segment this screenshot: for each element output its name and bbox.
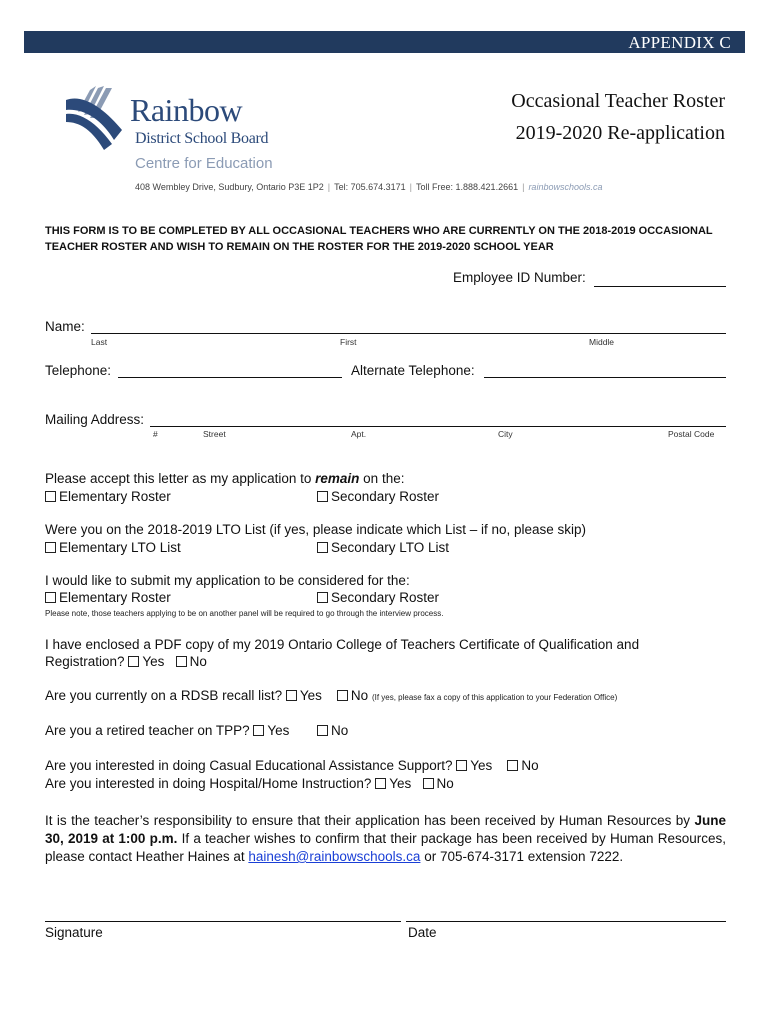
org-centre: Centre for Education: [135, 155, 273, 172]
closing-part3: or 705-674-3171 extension 7222.: [420, 849, 624, 864]
checkbox-icon[interactable]: [253, 725, 264, 736]
retired-question-text: Are you a retired teacher on TPP?: [45, 723, 250, 738]
hospital-question: [45, 776, 454, 791]
checkbox-icon[interactable]: [456, 760, 467, 771]
accept-emphasis: remain: [315, 471, 360, 486]
signature-field[interactable]: [45, 921, 401, 922]
telephone-label: Telephone:: [45, 363, 112, 378]
employee-id-field[interactable]: [594, 286, 726, 287]
checkbox-icon[interactable]: [317, 592, 328, 603]
accept-secondary-option[interactable]: [317, 489, 439, 504]
checkbox-icon[interactable]: [317, 542, 328, 553]
retired-no-label: No: [331, 723, 349, 738]
checkbox-icon[interactable]: [45, 491, 56, 502]
name-last-caption: Last: [91, 337, 108, 347]
appendix-label: APPENDIX C: [628, 33, 731, 52]
alt-telephone-field[interactable]: [484, 377, 726, 378]
retired-no-option[interactable]: [317, 723, 348, 738]
pdf-yes-label: Yes: [142, 654, 165, 669]
mailing-apt-caption: Apt.: [351, 429, 367, 439]
telephone-field[interactable]: [118, 377, 342, 378]
mailing-address-label: Mailing Address:: [45, 412, 145, 427]
checkbox-icon[interactable]: [128, 656, 139, 667]
casual-no-label: No: [521, 758, 539, 773]
checkbox-icon[interactable]: [337, 690, 348, 701]
submit-elementary-label: Elementary Roster: [59, 590, 171, 605]
name-first-caption: First: [340, 337, 357, 347]
org-address-line: 408 Wembley Drive, Sudbury, Ontario P3E 1P2 | Tel: 705.674.3171 | Toll Free: 1.888.421.2661 | rainbowschools.ca: [135, 182, 603, 192]
accept-prefix: Please accept this letter as my application to: [45, 471, 316, 486]
mailing-street-caption: Street: [203, 429, 226, 439]
retired-question: [45, 723, 289, 738]
date-label: Date: [408, 925, 437, 940]
form-subtitle: 2019-2020 Re-application: [515, 122, 725, 144]
name-label: Name:: [45, 319, 85, 334]
closing-part1: It is the teacher’s responsibility to ensure that their application has been received by Human Resources by: [45, 813, 695, 828]
checkbox-icon[interactable]: [423, 778, 434, 789]
retired-yes-label: Yes: [267, 723, 290, 738]
casual-question-text: Are you interested in doing Casual Educational Assistance Support?: [45, 758, 453, 773]
lto-secondary-option[interactable]: [317, 540, 449, 555]
lto-elementary-option[interactable]: [45, 540, 181, 555]
closing-paragraph: [45, 812, 726, 866]
pdf-question-line1: I have enclosed a PDF copy of my 2019 Ontario College of Teachers Certificate of Qualification and: [45, 637, 640, 652]
signature-label: Signature: [45, 925, 103, 940]
submit-secondary-option[interactable]: [317, 590, 439, 605]
closing-part2: If a teacher wishes to confirm that their package has been received by Human Resources, please contact Heather Haines at: [45, 831, 727, 864]
mailing-address-field[interactable]: [150, 426, 726, 427]
panel-note: Please note, those teachers applying to be on another panel will be required to go through the interview process.: [45, 609, 444, 618]
accept-suffix: on the:: [359, 471, 405, 486]
hospital-question-text: Are you interested in doing Hospital/Home Instruction?: [45, 776, 372, 791]
pdf-question-line2: [45, 654, 207, 669]
checkbox-icon[interactable]: [286, 690, 297, 701]
submit-secondary-label: Secondary Roster: [331, 590, 440, 605]
org-name: Rainbow: [130, 92, 243, 128]
telephone: Tel: 705.674.3171: [334, 182, 406, 192]
checkbox-icon[interactable]: [507, 760, 518, 771]
submit-elementary-option[interactable]: [45, 590, 171, 605]
checkbox-icon[interactable]: [45, 542, 56, 553]
checkbox-icon[interactable]: [176, 656, 187, 667]
checkbox-icon[interactable]: [375, 778, 386, 789]
rainbow-logo-icon: [62, 84, 132, 154]
pdf-no-label: No: [189, 654, 207, 669]
appendix-banner: [24, 31, 745, 53]
address: 408 Wembley Drive, Sudbury, Ontario P3E 1P2: [135, 182, 324, 192]
closing-deadline: June 30, 2019 at 1:00 p.m.: [45, 813, 726, 846]
checkbox-icon[interactable]: [317, 491, 328, 502]
lto-question: Were you on the 2018-2019 LTO List (if yes, please indicate which List – if no, please skip): [45, 522, 587, 537]
accept-elementary-option[interactable]: [45, 489, 171, 504]
form-title: Occasional Teacher Roster: [511, 90, 725, 112]
checkbox-icon[interactable]: [45, 592, 56, 603]
alt-telephone-label: Alternate Telephone:: [351, 363, 475, 378]
casual-question: [45, 758, 539, 773]
lto-secondary-label: Secondary LTO List: [331, 540, 450, 555]
recall-note: (If yes, please fax a copy of this application to your Federation Office): [371, 693, 618, 702]
mailing-postal-caption: Postal Code: [668, 429, 715, 439]
hospital-yes-label: Yes: [389, 776, 412, 791]
lto-elementary-label: Elementary LTO List: [59, 540, 181, 555]
accept-secondary-label: Secondary Roster: [331, 489, 440, 504]
employee-id-label: Employee ID Number:: [453, 270, 586, 285]
contact-email-link[interactable]: hainesh@rainbowschools.ca: [248, 849, 421, 864]
pdf-question-text: Registration?: [45, 654, 125, 669]
recall-no-label: No: [350, 688, 369, 703]
name-middle-caption: Middle: [589, 337, 615, 347]
mailing-city-caption: City: [498, 429, 513, 439]
checkbox-icon[interactable]: [317, 725, 328, 736]
accept-elementary-label: Elementary Roster: [59, 489, 171, 504]
hospital-no-label: No: [436, 776, 454, 791]
recall-question: [45, 688, 617, 703]
tollfree: Toll Free: 1.888.421.2661: [416, 182, 519, 192]
submit-question: I would like to submit my application to be considered for the:: [45, 573, 410, 588]
website: rainbowschools.ca: [528, 182, 603, 192]
org-subtitle: District School Board: [135, 130, 269, 147]
casual-yes-label: Yes: [470, 758, 493, 773]
recall-yes-label: Yes: [299, 688, 322, 703]
recall-question-text: Are you currently on a RDSB recall list?: [45, 688, 283, 703]
mailing-num-caption: #: [153, 429, 158, 439]
name-field[interactable]: [91, 333, 726, 334]
accept-question: [45, 471, 404, 486]
form-instructions: THIS FORM IS TO BE COMPLETED BY ALL OCCASIONAL TEACHERS WHO ARE CURRENTLY ON THE 2018-2019 OCCASIONAL TEACHER ROSTER AND WISH TO REMAIN ON THE ROSTER FOR THE 2019-2020 SCHOOL YEAR: [45, 225, 713, 253]
date-field[interactable]: [406, 921, 726, 922]
